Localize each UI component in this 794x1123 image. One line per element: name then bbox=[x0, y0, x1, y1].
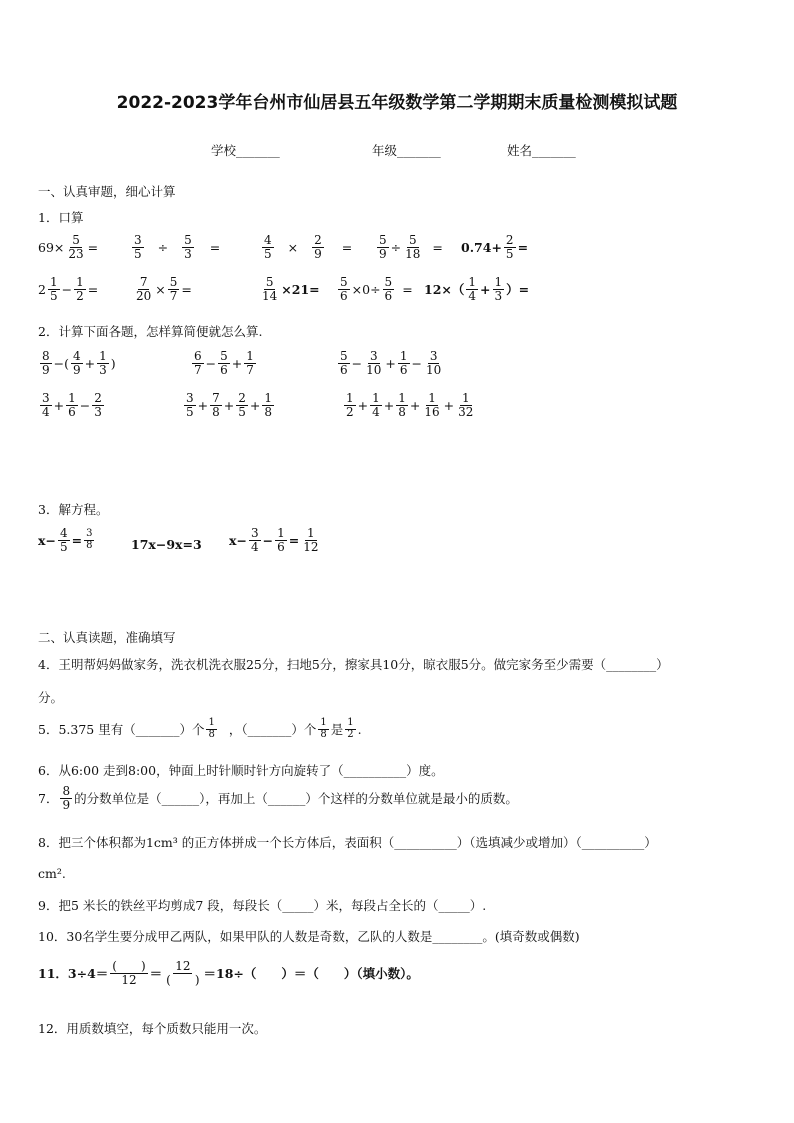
grade-field[interactable]: 年级_______ bbox=[372, 143, 441, 158]
q5: 5．5.375 里有（_______）个 $\frac{1}{8}$ ，（_______）个 $\frac{1}{8}$ 是 $\frac{1}{2}$ . bbox=[38, 717, 362, 740]
q12: 12．用质数填空，每个质数只能用一次。 bbox=[38, 1021, 267, 1036]
q3-label: 3．解方程。 bbox=[38, 502, 109, 517]
q1-item-1: 69× $\frac{5}{23}$ = bbox=[38, 233, 99, 261]
school-field[interactable]: 学校_______ bbox=[211, 143, 280, 158]
section2-heading: 二、认真读题，准确填写 bbox=[38, 630, 176, 645]
q1-item-6: 2 $\frac{1}{5}$ − $\frac{1}{2}$ = bbox=[38, 275, 99, 303]
q2-expr-5: $\frac{3}{5}$ + $\frac{7}{8}$ + $\frac{2}{5}$ + $\frac{1}{8}$ bbox=[186, 391, 273, 419]
q2-expr-3: $\frac{5}{6}$ − $\frac{3}{10}$ + $\frac{1}{6}$ − $\frac{3}{10}$ bbox=[340, 349, 442, 377]
q2-label: 2．计算下面各题，怎样算简便就怎么算. bbox=[38, 324, 263, 339]
q4-line1: 4．王明帮妈妈做家务，洗衣机洗衣服25分，扫地5分，擦家具10分，晾衣服5分。做完家务至少需要（________） bbox=[38, 657, 669, 672]
q3-equation-1: x− $\frac{4}{5}$ = $\frac{3}{8}$ bbox=[38, 526, 93, 554]
section1-heading: 一、认真审题，细心计算 bbox=[38, 184, 176, 199]
q7: 7． $\frac{8}{9}$ 的分数单位是（______），再加上（______）个这样的分数单位就是最小的质数。 bbox=[38, 784, 518, 812]
q3-equation-3: x− $\frac{3}{4}$ − $\frac{1}{6}$ = $\frac{1}{12}$ bbox=[229, 526, 319, 554]
q1-item-10: 12×（ $\frac{1}{4}$ + $\frac{1}{3}$ ）= bbox=[424, 275, 530, 303]
q9: 9．把5 米长的铁丝平均剪成7 段，每段长（_____）米，每段占全长的（_____）. bbox=[38, 898, 487, 913]
name-field[interactable]: 姓名_______ bbox=[507, 143, 576, 158]
q3-equation-2: 17x−9x=3 bbox=[131, 537, 202, 552]
q8-line1: 8．把三个体积都为1cm³ 的正方体拼成一个长方体后，表面积（__________）（选填减少或增加）（__________） bbox=[38, 835, 657, 850]
q1-item-3: $\frac{4}{5}$ × $\frac{2}{9}$ = bbox=[264, 233, 353, 261]
q2-expr-4: $\frac{3}{4}$ + $\frac{1}{6}$ − $\frac{2}{3}$ bbox=[42, 391, 102, 419]
q2-expr-1: $\frac{8}{9}$ −( $\frac{4}{9}$ + $\frac{1}{3}$ ) bbox=[42, 349, 116, 377]
q1-item-7: $\frac{7}{20}$ × $\frac{5}{7}$ = bbox=[136, 275, 192, 303]
q10: 10．30名学生要分成甲乙两队，如果甲队的人数是奇数，乙队的人数是________。(填奇数或偶数) bbox=[38, 929, 580, 944]
q1-item-2: $\frac{3}{5}$ ÷ $\frac{5}{3}$ = bbox=[134, 233, 221, 261]
q1-item-5: 0.74+ $\frac{2}{5}$ = bbox=[461, 233, 529, 261]
q4-line2: 分。 bbox=[38, 690, 64, 705]
q8-line2: cm². bbox=[38, 866, 66, 881]
page-title: 2022-2023学年台州市仙居县五年级数学第二学期期末质量检测模拟试题 bbox=[116, 93, 678, 113]
q1-item-4: $\frac{5}{9}$ ÷ $\frac{5}{18}$ = bbox=[379, 233, 443, 261]
q6: 6．从6:00 走到8:00，钟面上时针顺时针方向旋转了（__________）度。 bbox=[38, 763, 444, 778]
q1-item-8: $\frac{5}{14}$ ×21= bbox=[262, 275, 320, 303]
q1-label: 1．口算 bbox=[38, 210, 84, 225]
q11: 11．3÷4＝ $\frac{( )}{12}$ ＝ $\frac{12}{( )}$ ＝18÷（ ）＝（ ）（填小数）。 bbox=[38, 959, 419, 987]
q2-expr-6: $\frac{1}{2}$ + $\frac{1}{4}$ + $\frac{1}{8}$ + $\frac{1}{16}$ + $\frac{1}{32}$ bbox=[346, 391, 474, 419]
q2-expr-2: $\frac{6}{7}$ − $\frac{5}{6}$ + $\frac{1}{7}$ bbox=[194, 349, 254, 377]
q1-item-9: $\frac{5}{6}$ ×0÷ $\frac{5}{6}$ = bbox=[340, 275, 413, 303]
